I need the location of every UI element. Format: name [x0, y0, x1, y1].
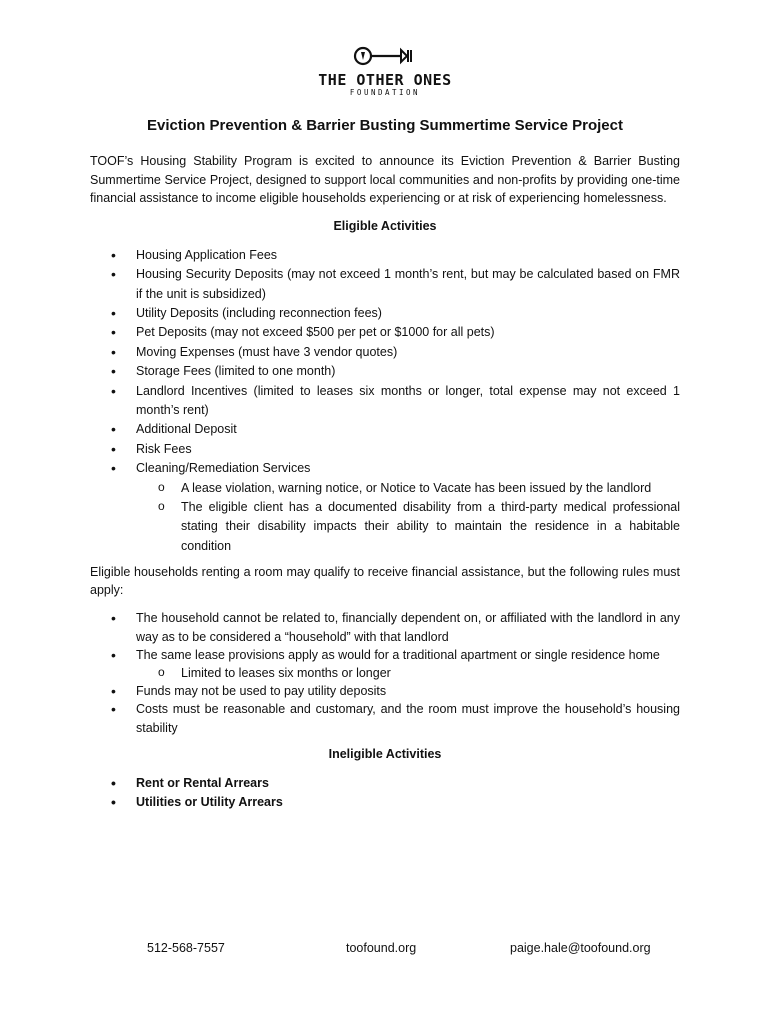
list-item: • Storage Fees (limited to one month)	[90, 362, 680, 381]
list-item-label: The same lease provisions apply as would for a traditional apartment or single residence home	[136, 647, 660, 662]
ineligible-heading: Ineligible Activities	[328, 746, 442, 761]
footer-phone: 512-568-7557	[147, 941, 225, 955]
list-item: • Housing Application Fees	[90, 246, 680, 265]
document-body	[90, 116, 680, 813]
list-item: • The household cannot be related to, financially dependent on, or affiliated with the landlord in any way as to be considered a “household” with that landlord	[90, 609, 680, 645]
eligible-list	[90, 246, 680, 557]
list-item: • Additional Deposit	[90, 420, 680, 439]
logo-subtitle: FOUNDATION	[349, 88, 421, 97]
sub-list-item: o Limited to leases six months or longer	[90, 664, 680, 682]
sub-list-item: o The eligible client has a documented disability from a third-party medical professional stating their disability impacts their ability to maintain the residence in a habitable condition	[90, 498, 680, 556]
list-item: • Housing Security Deposits (may not exceed 1 month’s rent, but may be calculated based on FMR if the unit is subsidized)	[90, 265, 680, 304]
list-item: • Risk Fees	[90, 440, 680, 459]
footer-website[interactable]: toofound.org	[346, 941, 417, 955]
room-rules-intro: Eligible households renting a room may qualify to receive financial assistance, but the following rules must apply:	[90, 565, 680, 597]
room-rules-list	[90, 609, 680, 736]
list-item: • Funds may not be used to pay utility deposits	[90, 682, 680, 700]
page-title: Eviction Prevention & Barrier Busting Summertime Service Project	[147, 117, 623, 134]
list-item: • Utilities or Utility Arrears	[90, 793, 680, 812]
list-item: • Moving Expenses (must have 3 vendor quotes)	[90, 343, 680, 362]
ineligible-list	[90, 774, 680, 813]
list-item: • Landlord Incentives (limited to leases six months or longer, total expense may not exceed 1 month’s rent)	[90, 382, 680, 421]
list-item: • Pet Deposits (may not exceed $500 per pet or $1000 for all pets)	[90, 323, 680, 342]
footer-email[interactable]: paige.hale@toofound.org	[510, 941, 651, 955]
key-icon	[353, 44, 417, 70]
cleaning-sublist	[136, 479, 680, 557]
list-item: • Costs must be reasonable and customary, and the room must improve the household’s housing stability	[90, 700, 680, 736]
list-item-cleaning	[90, 459, 680, 556]
sub-list-item: o A lease violation, warning notice, or Notice to Vacate has been issued by the landlord	[90, 479, 680, 498]
eligible-heading: Eligible Activities	[333, 218, 437, 233]
footer	[0, 941, 770, 961]
lease-sublist	[136, 664, 680, 682]
foundation-logo	[0, 44, 770, 97]
intro-paragraph: TOOF’s Housing Stability Program is excited to announce its Eviction Prevention & Barrier Busting Summertime Service Project, designed to support local communities and non-profits by providing one-time financial assistance to income eligible households experiencing or at risk of experiencing homelessness.	[90, 154, 680, 206]
logo-name: THE OTHER ONES	[318, 71, 452, 89]
list-item-lease	[90, 646, 680, 682]
list-item-label: Cleaning/Remediation Services	[136, 461, 311, 476]
list-item: • Rent or Rental Arrears	[90, 774, 680, 793]
list-item: • Utility Deposits (including reconnection fees)	[90, 304, 680, 323]
